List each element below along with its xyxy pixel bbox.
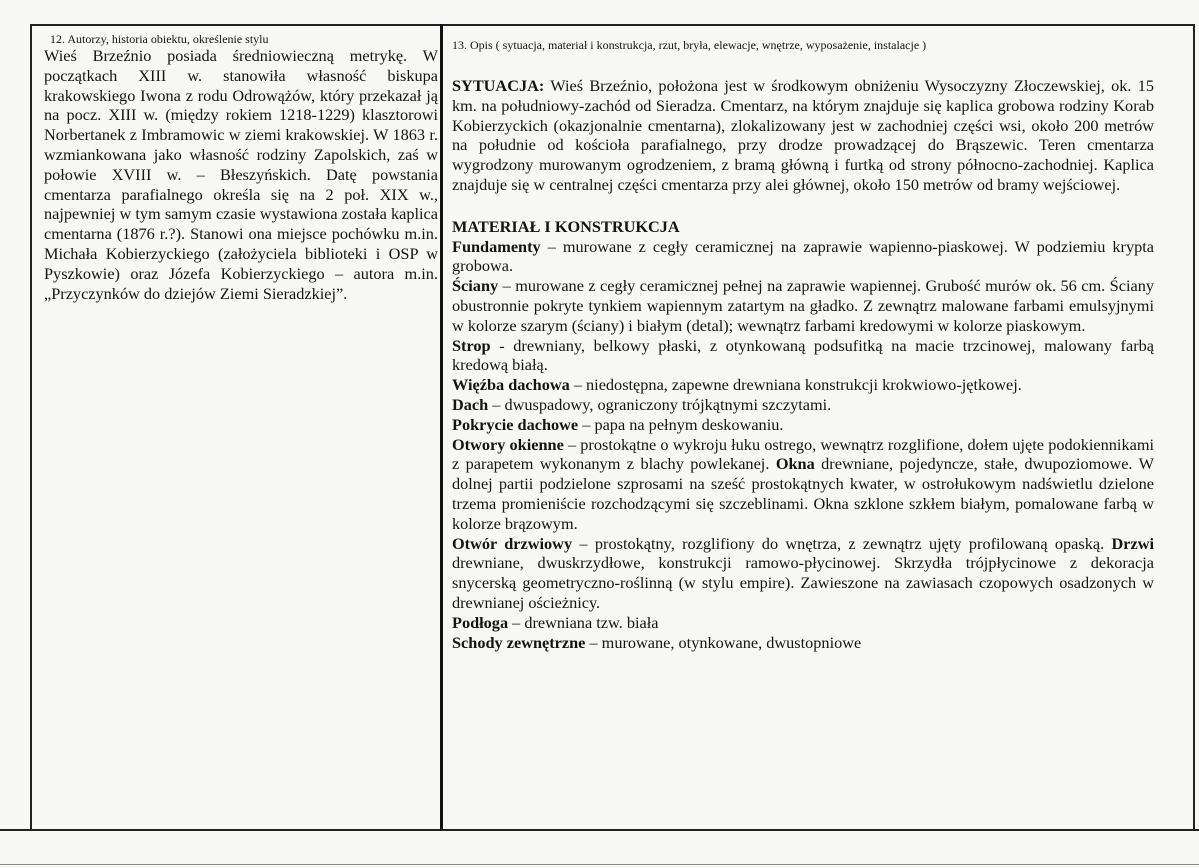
item-label: Fundamenty xyxy=(452,236,541,256)
situation-text: Wieś Brzeźnio, położona jest w środkowym obniżeniu Wysoczyzny Złoczewskiej, ok. 15 km. na południowy-zachód od Sieradza. Cmentarz, na którym znajduje się kaplica grobowa rodziny Korab Kobierzyckich (okazjonalnie cmentarna), zlokalizowany jest w zachodniej części wsi, około 200 metrów na południe od kościoła parafialnego, przy drodze prowadzącej do Brąszewic. Teren cmentarza wygrodzony murowanym ogrodzeniem, z bramą główną i furtką od strony północno-zachodniej. Kaplica znajduje się w centralnej części cmentarza przy alei głównej, około 150 metrów od bramy wejściowej. xyxy=(452,76,1154,194)
item-label: Ściany xyxy=(452,276,499,296)
page-edge-line xyxy=(0,864,1199,865)
item-label: Podłoga xyxy=(452,612,509,632)
column-divider xyxy=(440,24,443,830)
bottom-border xyxy=(0,829,1199,831)
item-label: Więźba dachowa xyxy=(452,375,570,395)
item-wiezba xyxy=(452,375,1154,395)
history-text: Wieś Brzeźnio posiada średniowieczną metrykę. W początkach XIII w. stanowiła własność biskupa krakowskiego Iwona z rodu Odrowążów, który przekazał ją na pocz. XIII w. (między rokiem 1218-1229) klasztorowi Norbertanek z Imbramowic w ziemi krakowskiej. W 1863 r. wzmiankowana jako własność rodziny Zapolskich, zaś w połowie XVIII w. – Błeszyńskich. Datę powstania cmentarza parafialnego określa się na 2 poł. XIX w., najpewniej w tym samym czasie wystawiona została kaplica cmentarna (1876 r.?). Stanowi ona miejsce pochówku m.in. Michała Kobierzyckiego (założyciela biblioteki i OSP w Pyszkowie) oraz Józefa Kobierzyckiego – autora m.in. „Przyczynków do dziejów Ziemi Sieradzkiej”. xyxy=(44,46,438,303)
item-text: – niedostępna, zapewne drewniana konstrukcji krokwiowo-jętkowej. xyxy=(569,375,1022,395)
item-label: Drzwi xyxy=(1111,533,1154,553)
item-text: – murowane z cegły ceramicznej pełnej na zaprawie wapiennej. Grubość murów ok. 56 cm. Ściany obustronnie pokryte tynkiem wapiennym zatartym na gładko. Z zewnątrz malowane farbami emulsyjnymi w kolorze szarym (ściany) i białym (detal); wewnątrz farbami kredowymi w kolorze piaskowym. xyxy=(452,276,1154,335)
item-otwor-drzwiowy xyxy=(452,534,1154,613)
history-column xyxy=(44,32,438,303)
item-text: – murowane, otynkowane, dwustopniowe xyxy=(585,632,862,652)
item-label: Dach xyxy=(452,394,489,414)
item-schody xyxy=(452,633,1154,653)
item-strop xyxy=(452,336,1154,376)
item-sciany xyxy=(452,276,1154,335)
item-text: drewniane, dwuskrzydłowe, konstrukcji ramowo-płycinowej. Skrzydła trójpłycinowe z dekoracja snycerską geometryczno-roślinną (w stylu empire). Zawieszone na zawiasach czopowych osadzonych w drewnianej ościeżnicy. xyxy=(452,553,1154,612)
item-pokrycie xyxy=(452,415,1154,435)
item-text: – murowane z cegły ceramicznej na zaprawie wapienno-piaskowej. W podziemiu krypta grobowa. xyxy=(452,236,1154,276)
item-label: Pokrycie dachowe xyxy=(452,414,579,434)
item-text: drewniane, pojedyncze, stałe, dwupoziomowe. W dolnej partii podzielone szprosami na sześć prostokątnych kwater, w ostrołukowym nadświetlu dzielone trzema promieniście rozchodzącymi się szczeblinami. Okna szklone szkłem białym, pomalowane farbą w kolorze brązowym. xyxy=(452,454,1154,533)
situation-paragraph xyxy=(452,76,1154,195)
item-text: – dwuspadowy, ograniczony trójkątnymi szczytami. xyxy=(488,394,832,414)
item-text: – papa na pełnym deskowaniu. xyxy=(578,414,784,434)
history-field-label: 12. Autorzy, historia obiektu, określenie stylu xyxy=(50,32,269,46)
item-text: – drewniana tzw. biała xyxy=(508,612,659,632)
item-label: Otwory okienne xyxy=(452,434,564,454)
description-field-label: 13. Opis ( sytuacja, materiał i konstrukcja, rzut, bryła, elewacje, wnętrze, wyposażenie, instalacje ) xyxy=(452,38,927,52)
item-label: Otwór drzwiowy xyxy=(452,533,573,553)
item-podloga xyxy=(452,613,1154,633)
description-column xyxy=(452,32,1154,652)
item-fundamenty xyxy=(452,237,1154,277)
item-text: – prostokątny, rozglifiony do wnętrza, z zewnątrz ujęty profilowaną opaską. xyxy=(572,533,1112,553)
item-text: - drewniany, belkowy płaski, z otynkowaną podsufitką na macie trzcinowej, malowany farbą kredową białą. xyxy=(452,335,1154,375)
item-label: Schody zewnętrzne xyxy=(452,632,586,652)
description-body xyxy=(452,76,1154,652)
material-heading: MATERIAŁ I KONSTRUKCJA xyxy=(452,216,680,236)
item-label: Okna xyxy=(775,454,815,474)
item-otwory-okienne xyxy=(452,435,1154,534)
situation-heading: SYTUACJA: xyxy=(452,76,545,95)
item-dach xyxy=(452,395,1154,415)
item-text: – prostokątne o wykroju łuku ostrego, wewnątrz rozglifione, dołem ujęte podokiennikami z parapetem wykonanym z blachy powlekanej. xyxy=(452,434,1155,474)
item-label: Strop xyxy=(452,335,491,355)
